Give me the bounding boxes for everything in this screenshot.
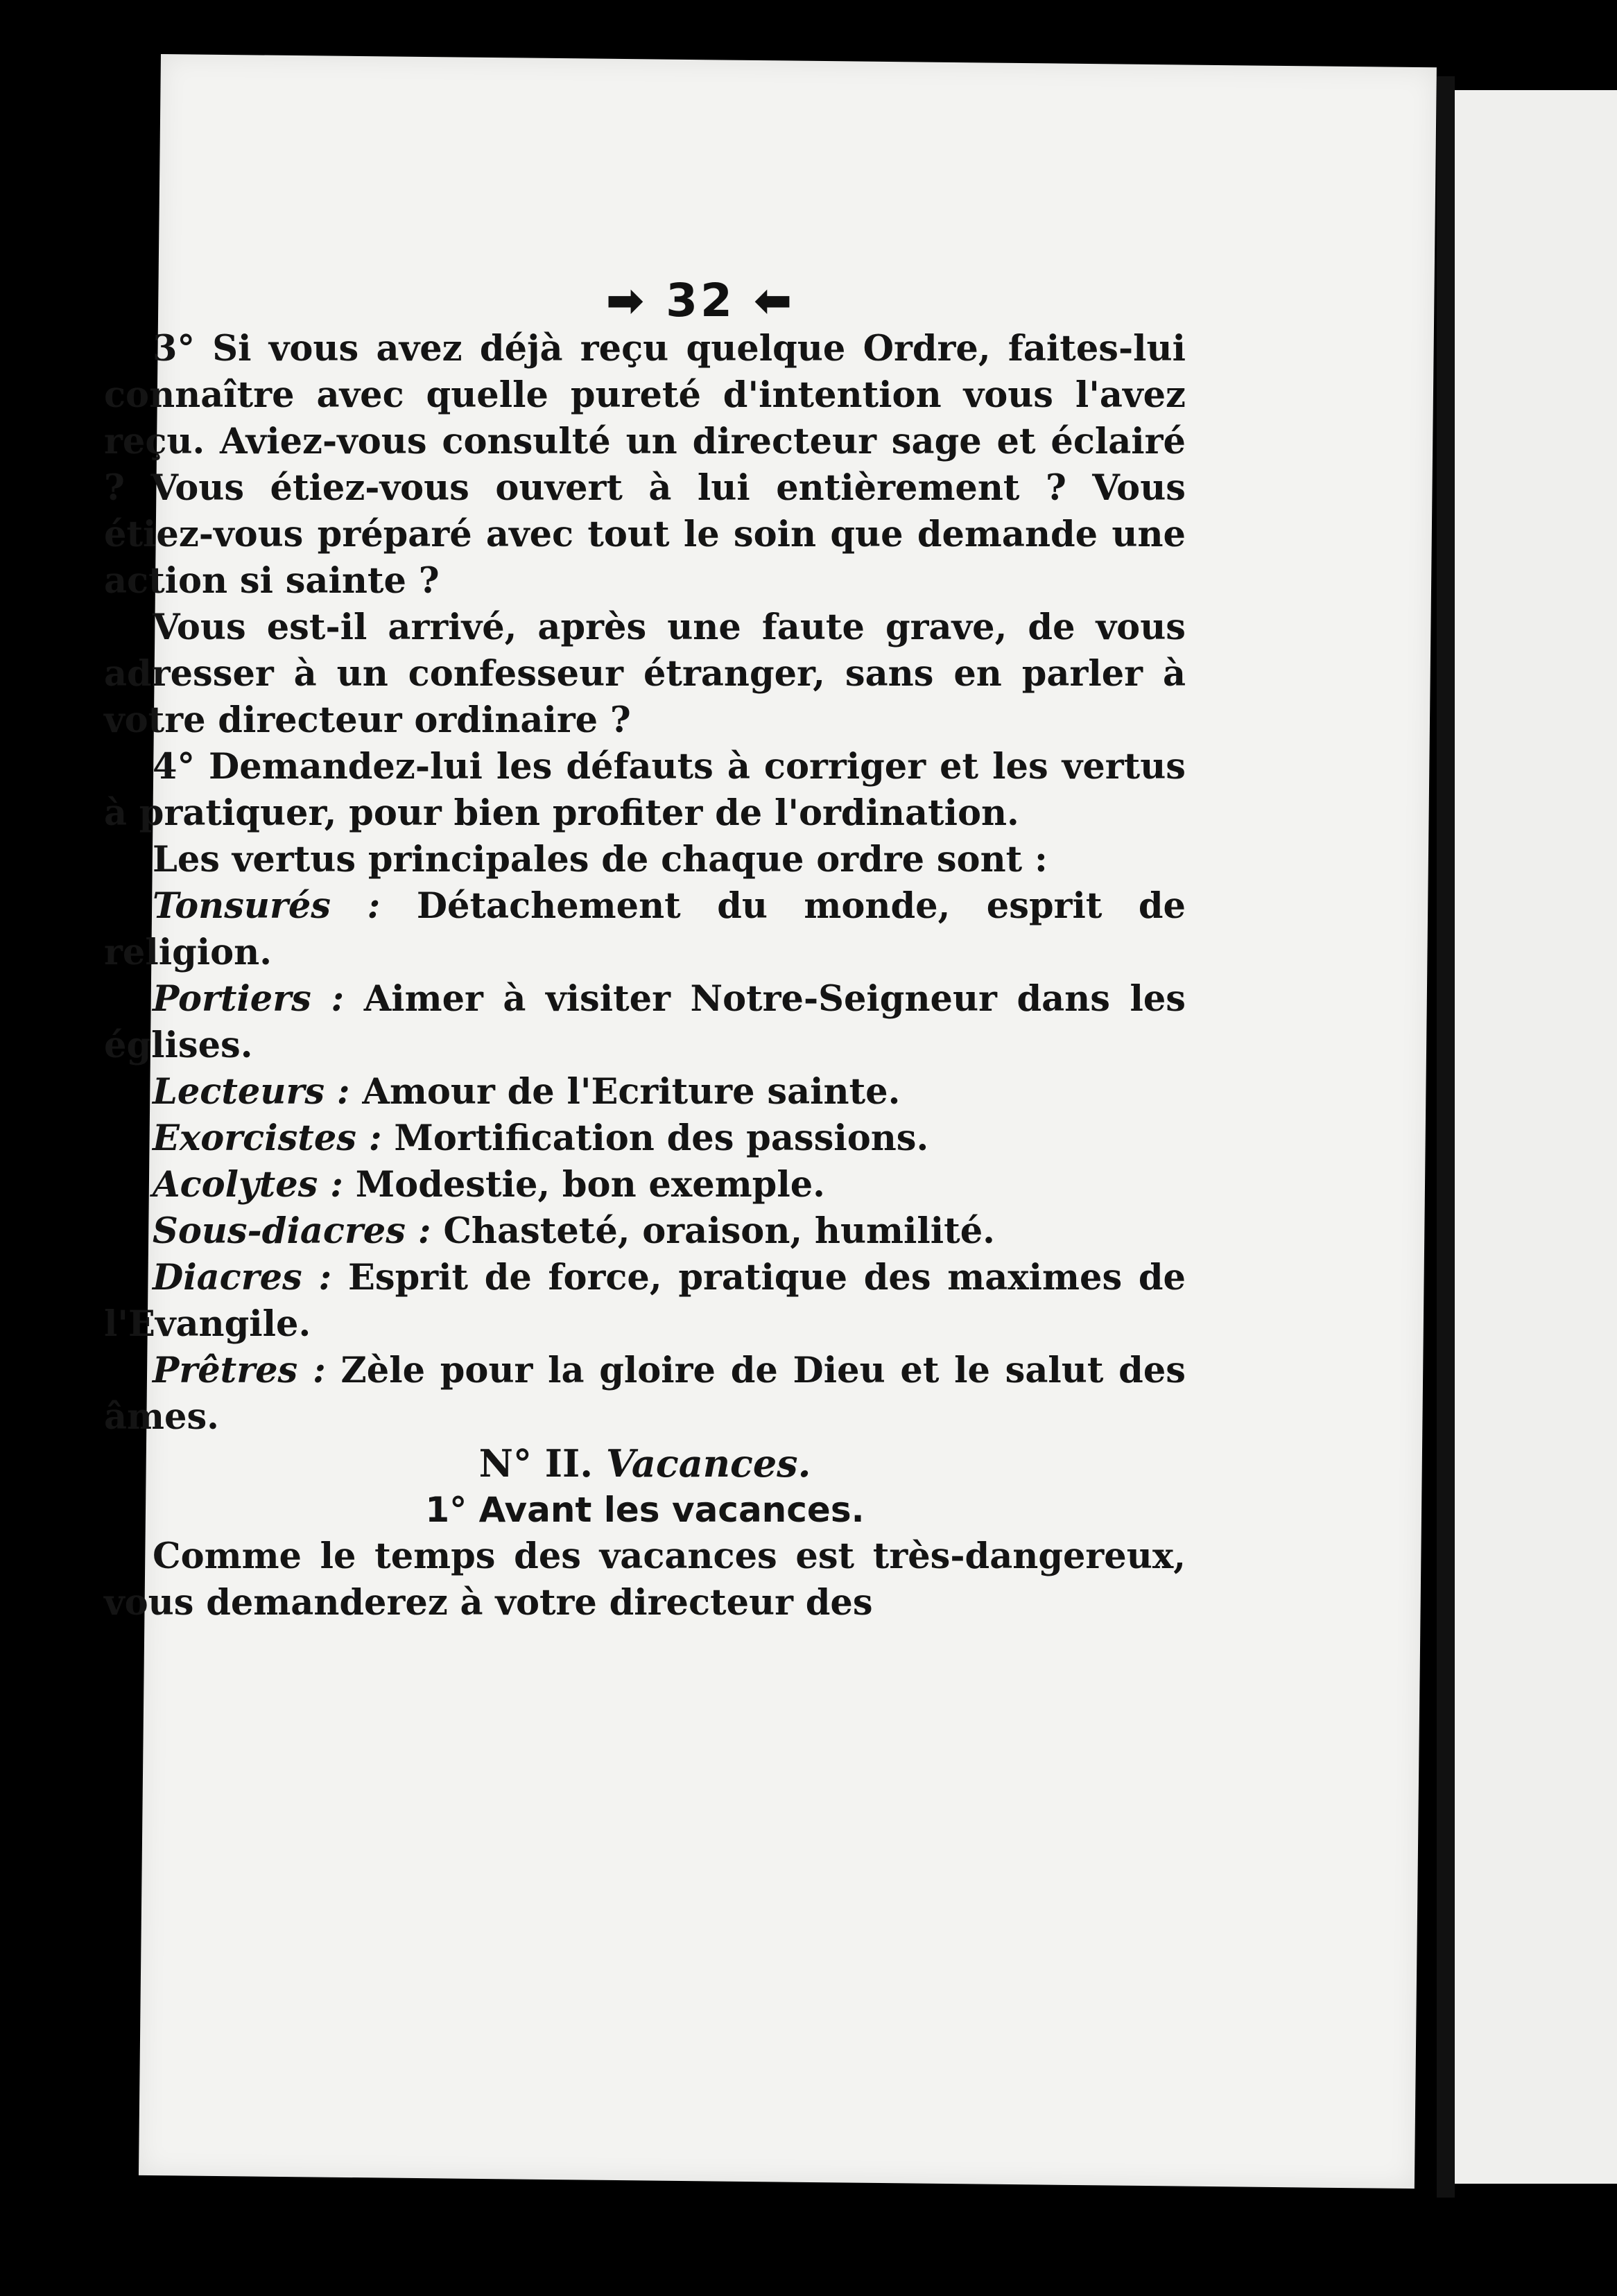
virtue-text: Chasteté, oraison, humilité.	[443, 1210, 995, 1252]
subsection-heading: 1° Avant les vacances.	[425, 1490, 865, 1530]
paragraph-confesseur: Vous est-il arrivé, après une faute grave, de vous adresser à un confesseur étranger, sans en parler à votre directeur ordinaire ?	[104, 607, 1186, 741]
virtue-diacres	[104, 1255, 1186, 1348]
paragraph-ordre-recu: 3° Si vous avez déjà reçu quelque Ordre, faites-lui connaître avec quelle pureté d'intention vous l'avez reçu. Aviez-vous consulté un directeur sage et éclairé ? Vous étiez-vous ouvert à lui entièrement ? Vous étiez-vous préparé avec tout le soin que demande une action si sainte ?	[104, 328, 1186, 602]
virtue-text: Esprit de force, pratique des maximes de l'Evangile.	[104, 1257, 1186, 1345]
virtue-text: Mortification des passions.	[394, 1117, 929, 1159]
paragraph-vacances: Comme le temps des vacances est très-dangereux, vous demanderez à votre directeur des	[104, 1536, 1186, 1624]
virtue-tonsures	[104, 883, 1186, 976]
section-number: N° II.	[478, 1441, 594, 1486]
section-heading	[104, 1441, 1186, 1487]
section-title: Vacances.	[605, 1441, 811, 1486]
virtue-lecteurs	[104, 1069, 1186, 1115]
virtue-text: Modestie, bon exemple.	[355, 1164, 825, 1206]
virtue-pretres	[104, 1348, 1186, 1441]
paragraph-vertus-intro: Les vertus principales de chaque ordre sont :	[153, 839, 1048, 880]
order-name: Lecteurs :	[153, 1071, 350, 1113]
book-gutter	[1437, 76, 1455, 2198]
virtue-acolytes	[104, 1162, 1186, 1208]
order-name: Acolytes :	[153, 1164, 343, 1206]
paragraph-defauts: 4° Demandez-lui les défauts à corriger et les vertus à pratiquer, pour bien profiter de l'ordination.	[104, 746, 1186, 834]
page-number-header: ➡ 32 ⬅	[605, 274, 795, 327]
virtue-text: Détachement du monde, esprit de religion.	[104, 885, 1186, 973]
virtue-exorcistes	[104, 1115, 1186, 1162]
virtue-text: Aimer à visiter Notre-Seigneur dans les églises.	[104, 978, 1186, 1066]
page-text	[104, 326, 1186, 1626]
order-name: Tonsurés :	[153, 885, 381, 927]
order-name: Prêtres :	[153, 1350, 326, 1391]
order-name: Exorcistes :	[153, 1117, 382, 1159]
virtue-text: Zèle pour la gloire de Dieu et le salut des âmes.	[104, 1350, 1186, 1438]
order-name: Diacres :	[153, 1257, 332, 1298]
facing-page-edge	[1455, 90, 1617, 2184]
order-name: Sous-diacres :	[153, 1210, 431, 1252]
virtue-sous-diacres	[104, 1208, 1186, 1255]
order-name: Portiers :	[153, 978, 345, 1020]
virtue-portiers	[104, 976, 1186, 1069]
virtue-text: Amour de l'Ecriture sainte.	[362, 1071, 901, 1113]
